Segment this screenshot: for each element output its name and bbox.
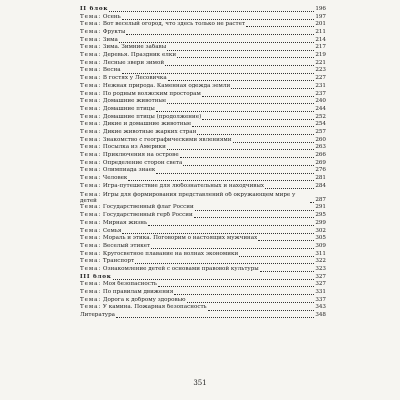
toc-entry-text — [80, 281, 157, 289]
toc-entry-label: Тема: — [80, 204, 102, 211]
toc-entry-text — [80, 29, 125, 37]
toc-entry-text — [80, 67, 121, 75]
toc-entry-text — [80, 52, 176, 60]
toc-page-number: 295 — [315, 212, 326, 219]
toc-entry-label: Тема: — [80, 175, 102, 182]
toc-page-number: 254 — [315, 121, 326, 128]
toc-entry-title: Нежная природа. Каменная одежда земли — [102, 82, 231, 89]
toc-entry-label: Тема: — [80, 52, 102, 59]
toc-entry-text — [80, 137, 232, 145]
toc-entry-row — [80, 98, 326, 106]
toc-section-label: II блок — [80, 5, 109, 12]
toc-leader-dots — [260, 271, 315, 272]
toc-entry-label: Тема: — [80, 44, 102, 51]
toc-entry-title: Приключения на острове — [102, 152, 179, 159]
toc-entry-row — [80, 258, 326, 266]
toc-entry-row — [80, 191, 326, 205]
toc-entry-text — [80, 83, 230, 91]
toc-entry-title: Мораль и этика. Поговорим о настоящих мужчинах — [102, 235, 258, 242]
toc-page-number: 237 — [315, 90, 326, 97]
toc-leader-dots — [156, 111, 314, 112]
toc-leader-dots — [258, 240, 314, 241]
toc-leader-dots — [197, 134, 314, 135]
toc-entry-row — [80, 220, 326, 228]
toc-leader-dots — [109, 11, 314, 12]
toc-leader-dots — [122, 19, 315, 20]
toc-entry-title: Осень — [102, 13, 121, 20]
toc-entry-title: Зима. Зимние забавы — [102, 44, 167, 51]
toc-entry-row — [80, 14, 326, 22]
toc-entry-text — [80, 297, 186, 305]
toc-page-number: 263 — [315, 144, 326, 151]
toc-entry-title: Игра-путешествие для любознательных и находчивых — [102, 182, 265, 189]
toc-entry-label: Тема: — [80, 304, 102, 311]
toc-entry-text — [80, 106, 155, 114]
toc-page-number: 221 — [315, 59, 326, 66]
toc-entry-row — [80, 83, 326, 91]
toc-entry-label: Тема: — [80, 265, 102, 272]
toc-page-number: 276 — [315, 167, 326, 174]
toc-entry-text — [80, 75, 167, 83]
toc-entry-title: Игры для формирования представлений об окружающем мире у детей — [80, 191, 296, 205]
toc-leader-dots — [183, 165, 314, 166]
toc-leader-dots — [239, 256, 314, 257]
toc-leader-dots — [119, 42, 315, 43]
toc-entry-row — [80, 251, 326, 259]
toc-entry-row — [80, 114, 326, 122]
toc-entry-text — [80, 212, 193, 220]
toc-entry-row — [80, 137, 326, 145]
toc-entry-row — [80, 228, 326, 236]
toc-entry-label: Тема: — [80, 144, 102, 151]
toc-entry-title: Знакомство с географическими явлениями — [102, 136, 232, 143]
toc-page-number: 257 — [315, 128, 326, 135]
toc-entry-text — [80, 152, 179, 160]
toc-entry-text — [80, 114, 201, 122]
toc-page-number: 227 — [315, 75, 326, 82]
toc-leader-dots — [165, 65, 314, 66]
toc-entry-label: Тема: — [80, 289, 102, 296]
table-of-contents — [80, 6, 326, 320]
toc-leader-dots — [113, 279, 315, 280]
toc-entry-label: Тема: — [80, 167, 102, 174]
toc-page-number: 337 — [315, 296, 326, 303]
toc-entry-title: Дорога к доброму здоровью — [102, 296, 186, 303]
toc-entry-label: Тема: — [80, 191, 102, 198]
toc-entry-label: Тема: — [80, 98, 102, 105]
toc-section-row — [80, 6, 326, 14]
toc-entry-row — [80, 68, 326, 76]
toc-entry-row — [80, 243, 326, 251]
toc-entry-title: Государственный герб России — [102, 212, 193, 219]
toc-entry-row — [80, 121, 326, 129]
toc-page-number: 252 — [315, 113, 326, 120]
toc-entry-text — [80, 235, 257, 243]
toc-entry-row — [80, 212, 326, 220]
toc-entry-row — [80, 266, 326, 274]
toc-entry-label: Тема: — [80, 128, 102, 135]
toc-entry-label: Тема: — [80, 59, 102, 66]
toc-entry-text — [80, 121, 191, 129]
toc-entry-label: Тема: — [80, 75, 102, 82]
toc-page-number: 311 — [315, 250, 326, 257]
toc-page-number: 327 — [315, 281, 326, 288]
toc-entry-row — [80, 29, 326, 37]
toc-leader-dots — [202, 96, 314, 97]
toc-entry-title: Домашние птицы (продолжение) — [102, 113, 202, 120]
toc-leader-dots — [194, 217, 315, 218]
toc-entry-text — [80, 266, 259, 274]
toc-entry-label: Тема: — [80, 250, 102, 257]
toc-leader-dots — [177, 57, 314, 58]
toc-entry-text — [80, 243, 150, 251]
toc-entry-row — [80, 37, 326, 45]
toc-leader-dots — [148, 225, 314, 226]
toc-page-number: 266 — [315, 152, 326, 159]
toc-entry-label: Тема: — [80, 21, 102, 28]
toc-entry-row — [80, 297, 326, 305]
toc-entry-label: Тема: — [80, 227, 102, 234]
toc-page-number: 211 — [315, 29, 326, 36]
toc-entry-label: Тема: — [80, 113, 102, 120]
toc-entry-title: Деревья. Праздник елки — [102, 52, 177, 59]
toc-entry-text — [80, 228, 121, 236]
toc-entry-label: Тема: — [80, 159, 102, 166]
toc-entry-title: Домашние животные — [102, 98, 167, 105]
toc-entry-title: Домашние птицы — [102, 105, 155, 112]
toc-entry-row — [80, 75, 326, 83]
toc-leader-dots — [167, 103, 314, 104]
toc-entry-row — [80, 167, 326, 175]
toc-entry-title: У камина. Пожарная безопасность — [102, 304, 207, 311]
toc-leader-dots — [168, 80, 315, 81]
toc-entry-label: Тема: — [80, 219, 102, 226]
toc-entry-text — [80, 21, 245, 29]
toc-entry-title: Государственный флаг России — [102, 204, 194, 211]
toc-entry-title: По родным волжским просторам — [102, 90, 201, 97]
toc-leader-dots — [158, 286, 314, 287]
toc-entry-text — [80, 304, 207, 312]
toc-entry-label: Тема: — [80, 136, 102, 143]
toc-entry-text — [80, 60, 164, 68]
toc-page-number: 287 — [315, 196, 326, 203]
toc-entry-text — [80, 192, 309, 205]
toc-section-label: III блок — [80, 273, 112, 280]
toc-page-number: 305 — [315, 235, 326, 242]
toc-leader-dots — [167, 50, 314, 51]
toc-leader-dots — [122, 73, 315, 74]
toc-leader-dots — [208, 310, 315, 311]
toc-page-number: 327 — [315, 273, 326, 280]
toc-entry-label: Тема: — [80, 13, 102, 20]
toc-entry-label: Тема: — [80, 29, 102, 36]
toc-leader-dots — [167, 149, 314, 150]
toc-entry-title: Литература — [80, 312, 116, 319]
toc-entry-row — [80, 175, 326, 183]
toc-leader-dots — [195, 210, 315, 211]
toc-entry-text — [80, 14, 121, 22]
toc-entry-row — [80, 52, 326, 60]
toc-entry-text — [80, 91, 201, 99]
toc-leader-dots — [187, 302, 315, 303]
toc-entry-row — [80, 289, 326, 297]
toc-entry-label: Тема: — [80, 242, 102, 249]
toc-entry-title: Вот веселый огород, что здесь только не растет — [102, 21, 246, 28]
toc-leader-dots — [246, 26, 314, 27]
toc-entry-label: Тема: — [80, 67, 102, 74]
toc-entry-title: Транспорт — [102, 258, 135, 265]
toc-entry-label: Тема: — [80, 182, 102, 189]
toc-entry-text — [80, 144, 166, 152]
toc-page-number: 223 — [315, 67, 326, 74]
toc-entry-title: Мирная жизнь — [102, 219, 148, 226]
toc-leader-dots — [151, 248, 314, 249]
toc-entry-title: Семья — [102, 227, 122, 234]
toc-page-number: 269 — [315, 159, 326, 166]
toc-entry-row — [80, 44, 326, 52]
toc-leader-dots — [135, 263, 314, 264]
toc-entry-row — [80, 312, 326, 320]
toc-page-number: 240 — [315, 98, 326, 105]
toc-entry-text — [80, 44, 166, 52]
toc-entry-label: Тема: — [80, 152, 102, 159]
toc-page-number: 309 — [315, 242, 326, 249]
toc-entry-row — [80, 144, 326, 152]
toc-page-number: 196 — [315, 5, 326, 12]
toc-page-number: 260 — [315, 136, 326, 143]
toc-entry-title: Кругосветное плавание на волнах экономики — [102, 250, 239, 257]
toc-entry-row — [80, 60, 326, 68]
toc-entry-text — [80, 175, 127, 183]
toc-entry-row — [80, 183, 326, 191]
toc-entry-label: Тема: — [80, 36, 102, 43]
toc-entry-text — [80, 160, 182, 168]
toc-entry-title: Веселый этикет — [102, 242, 151, 249]
toc-leader-dots — [202, 119, 314, 120]
toc-entry-row — [80, 21, 326, 29]
toc-page-number: 323 — [315, 265, 326, 272]
toc-entry-row — [80, 281, 326, 289]
toc-entry-label: Тема: — [80, 105, 102, 112]
toc-entry-row — [80, 160, 326, 168]
toc-entry-row — [80, 129, 326, 137]
toc-page-number: 331 — [315, 289, 326, 296]
toc-entry-title: В гостях у Лесовичка — [102, 75, 167, 82]
toc-entry-text — [80, 312, 115, 320]
toc-page-number: 299 — [315, 219, 326, 226]
toc-section-row — [80, 274, 326, 282]
toc-entry-label: Тема: — [80, 235, 102, 242]
toc-entry-text — [80, 258, 134, 266]
toc-entry-label: Тема: — [80, 258, 102, 265]
toc-leader-dots — [122, 233, 314, 234]
toc-entry-label: Тема: — [80, 281, 102, 288]
toc-entry-title: Лесные звери зимой — [102, 59, 165, 66]
toc-entry-text — [80, 183, 264, 191]
toc-page-number: 244 — [315, 105, 326, 112]
toc-entry-title: Олимпиада знаек — [102, 167, 156, 174]
toc-leader-dots — [116, 317, 314, 318]
toc-entry-title: Дикие животные жарких стран — [102, 128, 197, 135]
toc-leader-dots — [128, 180, 314, 181]
toc-entry-text — [80, 274, 112, 282]
toc-entry-text — [80, 37, 118, 45]
toc-entry-text — [80, 129, 196, 137]
toc-entry-title: Посылка из Америки — [102, 144, 166, 151]
toc-page-number: 348 — [315, 312, 326, 319]
toc-entry-text — [80, 98, 166, 106]
toc-leader-dots — [180, 157, 315, 158]
toc-entry-title: Дикие и домашние животные — [102, 121, 192, 128]
toc-entry-row — [80, 304, 326, 312]
toc-entry-text — [80, 204, 194, 212]
toc-page-number: 217 — [315, 44, 326, 51]
toc-leader-dots — [192, 126, 314, 127]
toc-page-number: 197 — [315, 13, 326, 20]
toc-entry-row — [80, 205, 326, 213]
toc-leader-dots — [126, 34, 314, 35]
toc-page-number: 231 — [315, 82, 326, 89]
toc-page-number: 291 — [315, 204, 326, 211]
toc-leader-dots — [174, 294, 314, 295]
toc-leader-dots — [265, 188, 314, 189]
toc-entry-text — [80, 251, 238, 259]
toc-entry-title: По правилам движения — [102, 289, 174, 296]
toc-entry-row — [80, 235, 326, 243]
toc-page-number: 343 — [315, 304, 326, 311]
toc-leader-dots — [233, 142, 315, 143]
toc-entry-row — [80, 152, 326, 160]
toc-page-number: 322 — [315, 258, 326, 265]
toc-entry-label: Тема: — [80, 121, 102, 128]
toc-page-number: 214 — [315, 36, 326, 43]
toc-entry-title: Ознакомление детей с основами правовой культуры — [102, 265, 259, 272]
toc-entry-label: Тема: — [80, 90, 102, 97]
toc-entry-title: Определение сторон света — [102, 159, 183, 166]
toc-leader-dots — [156, 173, 314, 174]
toc-entry-row — [80, 91, 326, 99]
toc-entry-label: Тема: — [80, 296, 102, 303]
toc-leader-dots — [310, 202, 314, 203]
toc-entry-text — [80, 220, 147, 228]
toc-entry-title: Зима — [102, 36, 118, 43]
toc-page-number: 219 — [315, 52, 326, 59]
toc-entry-label: Тема: — [80, 82, 102, 89]
page-number: 351 — [193, 379, 207, 387]
toc-entry-label: Тема: — [80, 212, 102, 219]
toc-page-number: 284 — [315, 182, 326, 189]
toc-leader-dots — [231, 88, 314, 89]
toc-entry-text — [80, 167, 155, 175]
toc-entry-title: Моя безопасность — [102, 281, 157, 288]
toc-page-number: 281 — [315, 175, 326, 182]
toc-page-number: 201 — [315, 21, 326, 28]
toc-entry-row — [80, 106, 326, 114]
toc-entry-text — [80, 6, 108, 14]
toc-entry-text — [80, 289, 173, 297]
toc-page-number: 302 — [315, 227, 326, 234]
toc-entry-title: Фрукты — [102, 29, 126, 36]
toc-entry-title: Человек — [102, 175, 128, 182]
toc-entry-title: Весна — [102, 67, 121, 74]
